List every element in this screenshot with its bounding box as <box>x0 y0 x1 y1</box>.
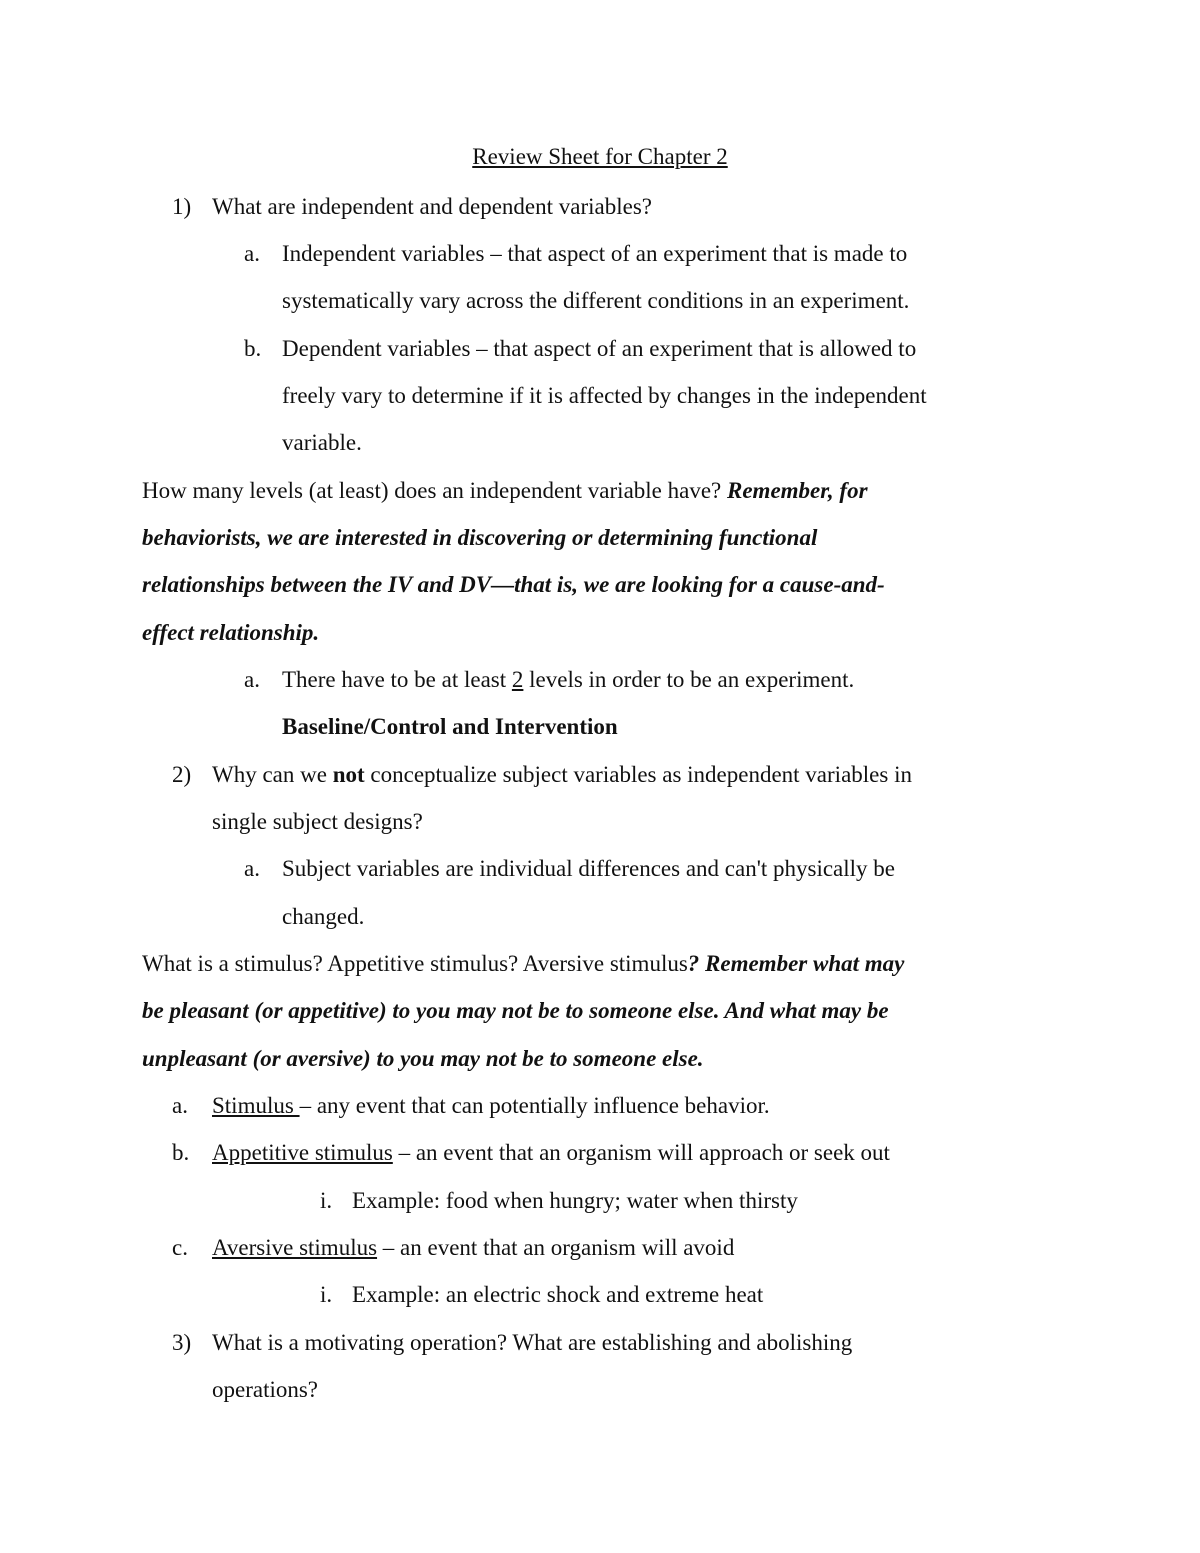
q3-number: 3) <box>172 1330 192 1355</box>
q2-number: 2) <box>172 762 192 787</box>
stimulus-remember-line2: be pleasant (or appetitive) to you may not be to someone else. And what may be <box>142 998 889 1023</box>
q1-a-line2: systematically vary across the different conditions in an experiment. <box>282 288 910 313</box>
stimulus-b-term: Appetitive stimulus <box>212 1140 393 1165</box>
q1-b-line1: Dependent variables – that aspect of an experiment that is allowed to <box>282 336 917 361</box>
stimulus-b-i-text: Example: food when hungry; water when thirsty <box>352 1188 798 1213</box>
stimulus-c-marker: c. <box>172 1235 188 1260</box>
q1-b-marker: b. <box>244 336 262 361</box>
levels-remember-line3: relationships between the IV and DV—that is, we are looking for a cause-and- <box>142 572 885 597</box>
q3-line2: operations? <box>212 1377 319 1402</box>
levels-a-line: There have to be at least 2 levels in order to be an experiment. <box>282 667 855 692</box>
stimulus-b-line: Appetitive stimulus – an event that an organism will approach or seek out <box>212 1140 890 1165</box>
q1-text: What are independent and dependent variables? <box>212 194 652 219</box>
levels-a-number: 2 <box>511 667 524 692</box>
levels-bold-line: Baseline/Control and Intervention <box>282 714 618 739</box>
levels-question-line <box>142 476 868 506</box>
stimulus-a-term: Stimulus <box>212 1093 300 1118</box>
q1-b-line3: variable. <box>282 430 362 455</box>
stimulus-question-line <box>142 949 904 979</box>
q2-line2: single subject designs? <box>212 809 423 834</box>
stimulus-c-line: Aversive stimulus – an event that an organism will avoid <box>212 1235 735 1260</box>
levels-remember-line1: Remember, for <box>727 478 868 503</box>
q1-b-line2: freely vary to determine if it is affected by changes in the independent <box>282 383 927 408</box>
levels-a-marker: a. <box>244 667 260 692</box>
levels-question: How many levels (at least) does an independent variable have? <box>142 478 727 503</box>
stimulus-b-marker: b. <box>172 1140 190 1165</box>
stimulus-b-i-marker: i. <box>320 1188 333 1213</box>
q2-a-line1: Subject variables are individual differences and can't physically be <box>282 856 895 881</box>
stimulus-question: What is a stimulus? Appetitive stimulus? Aversive stimulus <box>142 951 688 976</box>
stimulus-c-i-text: Example: an electric shock and extreme heat <box>352 1282 764 1307</box>
q2-a-marker: a. <box>244 856 260 881</box>
stimulus-a-line: Stimulus – any event that can potentially influence behavior. <box>212 1093 770 1118</box>
document-title: Review Sheet for Chapter 2 <box>472 144 728 169</box>
q1-number: 1) <box>172 194 192 219</box>
stimulus-c-term: Aversive stimulus <box>212 1235 378 1260</box>
q3-line1: What is a motivating operation? What are establishing and abolishing <box>212 1330 853 1355</box>
q2-not: not <box>332 762 365 787</box>
stimulus-a-marker: a. <box>172 1093 188 1118</box>
stimulus-c-i-marker: i. <box>320 1282 333 1307</box>
stimulus-remember-line3: unpleasant (or aversive) to you may not be to someone else. <box>142 1046 704 1071</box>
q1-a-marker: a. <box>244 241 260 266</box>
levels-remember-line2: behaviorists, we are interested in discovering or determining functional <box>142 525 818 550</box>
stimulus-remember-line1: ? Remember what may <box>687 951 905 976</box>
q2-line1: Why can we not conceptualize subject variables as independent variables in <box>212 762 912 787</box>
levels-remember-line4: effect relationship. <box>142 620 320 645</box>
q1-a-line1: Independent variables – that aspect of an experiment that is made to <box>282 241 908 266</box>
q2-a-line2: changed. <box>282 904 365 929</box>
